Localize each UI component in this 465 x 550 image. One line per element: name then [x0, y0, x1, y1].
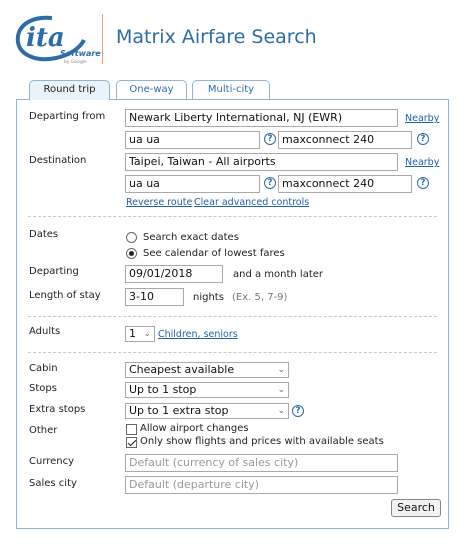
section-divider — [28, 316, 437, 317]
adults-label: Adults — [29, 326, 61, 337]
length-of-stay-hint: (Ex. 5, 7-9) — [232, 292, 288, 303]
departing-label: Departing — [29, 266, 79, 277]
allow-airport-changes-label: Allow airport changes — [140, 423, 249, 434]
departing-from-label: Departing from — [29, 111, 106, 122]
help-icon[interactable]: ? — [417, 133, 429, 145]
help-icon[interactable]: ? — [417, 177, 429, 189]
currency-input[interactable]: Default (currency of sales city) — [125, 454, 398, 472]
only-available-label: Only show flights and prices with available seats — [140, 436, 384, 447]
stops-value: Up to 1 stop — [129, 383, 197, 396]
length-of-stay-input[interactable]: 3-10 — [125, 288, 184, 306]
calendar-radio[interactable] — [126, 248, 137, 259]
calendar-label: See calendar of lowest fares — [143, 248, 285, 259]
adults-select[interactable] — [125, 326, 155, 342]
chevron-down-icon: ⌄ — [277, 385, 285, 395]
cabin-label: Cabin — [29, 363, 58, 374]
departing-suffix: and a month later — [233, 269, 324, 280]
only-available-checkbox[interactable] — [126, 437, 137, 448]
stops-select[interactable] — [125, 382, 289, 398]
departing-date-input[interactable]: 09/01/2018 — [125, 265, 223, 283]
destination-routing-input[interactable]: ua ua — [125, 175, 260, 193]
extra-stops-value: Up to 1 extra stop — [129, 404, 229, 417]
help-icon[interactable]: ? — [264, 177, 276, 189]
adults-value: 1 — [129, 327, 136, 340]
destination-nearby-link[interactable]: Nearby — [405, 157, 440, 168]
logo-sub: Software — [60, 49, 101, 58]
reverse-route-link[interactable]: Reverse route — [126, 197, 193, 208]
section-divider — [28, 352, 437, 353]
ita-software-logo — [12, 12, 101, 69]
departing-extension-input[interactable]: maxconnect 240 — [278, 131, 412, 149]
exact-dates-radio[interactable] — [126, 232, 137, 243]
tab-one-way[interactable]: One-way — [116, 80, 187, 99]
currency-label: Currency — [29, 456, 75, 467]
chevron-down-icon: ⌄ — [277, 365, 285, 375]
cabin-select[interactable] — [125, 362, 289, 378]
sales-city-input[interactable]: Default (departure city) — [125, 476, 398, 494]
header-divider — [102, 14, 103, 64]
logo-text: ita — [26, 23, 65, 53]
extra-stops-label: Extra stops — [29, 404, 86, 415]
departing-from-input[interactable]: Newark Liberty International, NJ (EWR) — [125, 109, 398, 127]
tab-round-trip[interactable]: Round trip — [29, 80, 110, 100]
help-icon[interactable]: ? — [264, 133, 276, 145]
other-label: Other — [29, 425, 58, 436]
sales-city-label: Sales city — [29, 478, 77, 489]
stops-label: Stops — [29, 383, 57, 394]
nights-label: nights — [193, 292, 224, 303]
cabin-value: Cheapest available — [129, 363, 235, 376]
logo-byline: by Google — [64, 60, 87, 65]
allow-airport-changes-checkbox[interactable] — [126, 424, 137, 435]
destination-extension-input[interactable]: maxconnect 240 — [278, 175, 412, 193]
destination-label: Destination — [29, 155, 87, 166]
tab-multi-city[interactable]: Multi-city — [192, 80, 270, 99]
chevron-down-icon: ⌄ — [277, 406, 285, 416]
children-seniors-link[interactable]: Children, seniors — [158, 329, 238, 340]
length-of-stay-label: Length of stay — [29, 290, 101, 301]
exact-dates-label: Search exact dates — [143, 232, 239, 243]
dates-label: Dates — [29, 229, 59, 240]
departing-nearby-link[interactable]: Nearby — [405, 113, 440, 124]
section-divider — [28, 216, 437, 217]
clear-advanced-controls-link[interactable]: Clear advanced controls — [194, 197, 310, 208]
search-button[interactable]: Search — [391, 499, 441, 517]
chevron-down-icon: ⌄ — [143, 329, 151, 339]
help-icon[interactable]: ? — [292, 405, 304, 417]
destination-input[interactable]: Taipei, Taiwan - All airports — [125, 153, 398, 171]
departing-routing-input[interactable]: ua ua — [125, 131, 260, 149]
extra-stops-select[interactable] — [125, 403, 289, 419]
page-title: Matrix Airfare Search — [116, 26, 317, 48]
